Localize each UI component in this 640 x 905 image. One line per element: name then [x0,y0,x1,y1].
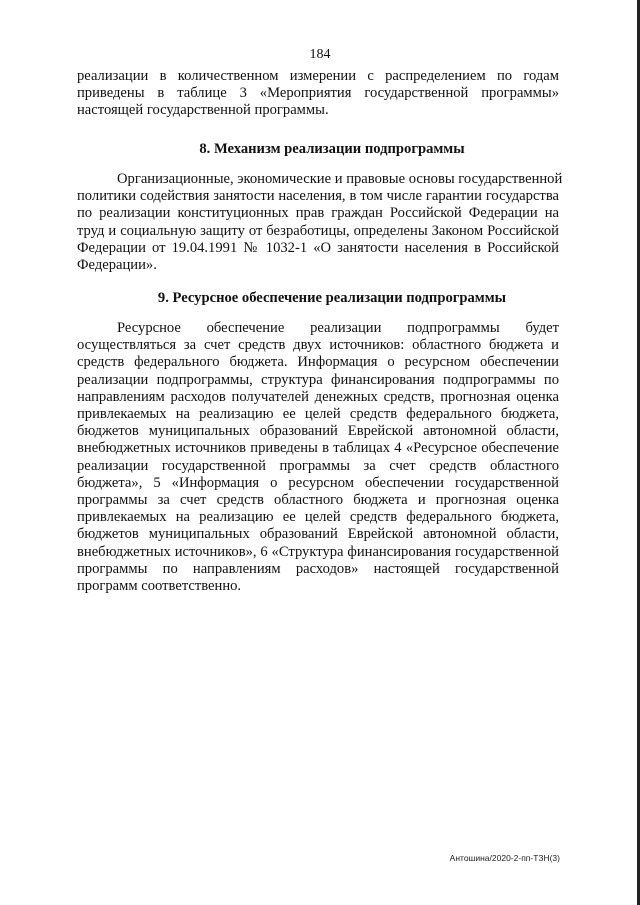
paragraph-line: реализации подпрограммы, структура финансирования подпрограммы по [77,371,559,388]
paragraph-line: Федерации от 19.04.1991 № 1032-1 «О занятости населения в Российской [77,239,559,256]
paragraph-line: осуществляться за счет средств двух источников: областного бюджета и [77,337,559,354]
paragraph-line: настоящей государственной программы. [77,102,329,119]
paragraph-line: средств федерального бюджета. Информация о ресурсном обеспечении [77,354,559,371]
paragraph-line: бюджетов муниципальных образований Еврейской автономной области, [77,526,559,543]
paragraph-line: Федерации». [77,257,157,274]
paragraph-line: привлекаемых на реализацию ее целей средств федерального бюджета, [77,406,559,423]
paragraph-line: внебюджетных источников», 6 «Структура финансирования государственной [77,543,559,560]
paragraph-line: программы за счет средств областного бюджета и прогнозная оценка [77,492,559,509]
section-9-heading: 9. Ресурсное обеспечение реализации подпрограммы [157,290,507,306]
page-number: 184 [309,47,331,62]
intro-paragraph [77,68,559,120]
paragraph-line: бюджета», 5 «Информация о ресурсном обеспечении государственной [77,474,559,491]
paragraph-line: привлекаемых на реализацию ее целей средств федерального бюджета, [77,509,559,526]
section-8-heading: 8. Механизм реализации подпрограммы [199,141,465,157]
paragraph-line: по реализации конституционных прав граждан Российской Федерации на [77,205,559,222]
section-8-paragraph [77,171,563,274]
section-9-paragraph [77,320,559,595]
paragraph-line: реализации в количественном измерении с распределением по годам [77,68,559,84]
paragraph-line: Организационные, экономические и правовые основы государственной [117,171,563,187]
paragraph-line: Ресурсное обеспечение реализации подпрограммы будет [117,320,559,336]
paragraph-line: политики содействия занятости населения, в том числе гарантии государства [77,188,559,205]
document-code: Антошина/2020-2-пп-ТЗН(3) [449,853,560,863]
paragraph-line: бюджетов муниципальных образований Еврейской автономной области, [77,423,559,440]
paragraph-line: труд и социальную защиту от безработицы, определены Законом Российской [77,222,559,239]
paragraph-line: реализации государственной программы за счет средств областного [77,457,559,474]
paragraph-line: внебюджетных источников приведены в таблицах 4 «Ресурсное обеспечение [77,440,559,457]
paragraph-line: приведены в таблице 3 «Мероприятия государственной программы» [77,85,559,102]
paragraph-line: программы по направлениям расходов» настоящей государственной [77,560,559,577]
paragraph-line: программ соответственно. [77,578,242,595]
paragraph-line: направлениям расходов получателей денежных средств, прогнозная оценка [77,388,559,405]
